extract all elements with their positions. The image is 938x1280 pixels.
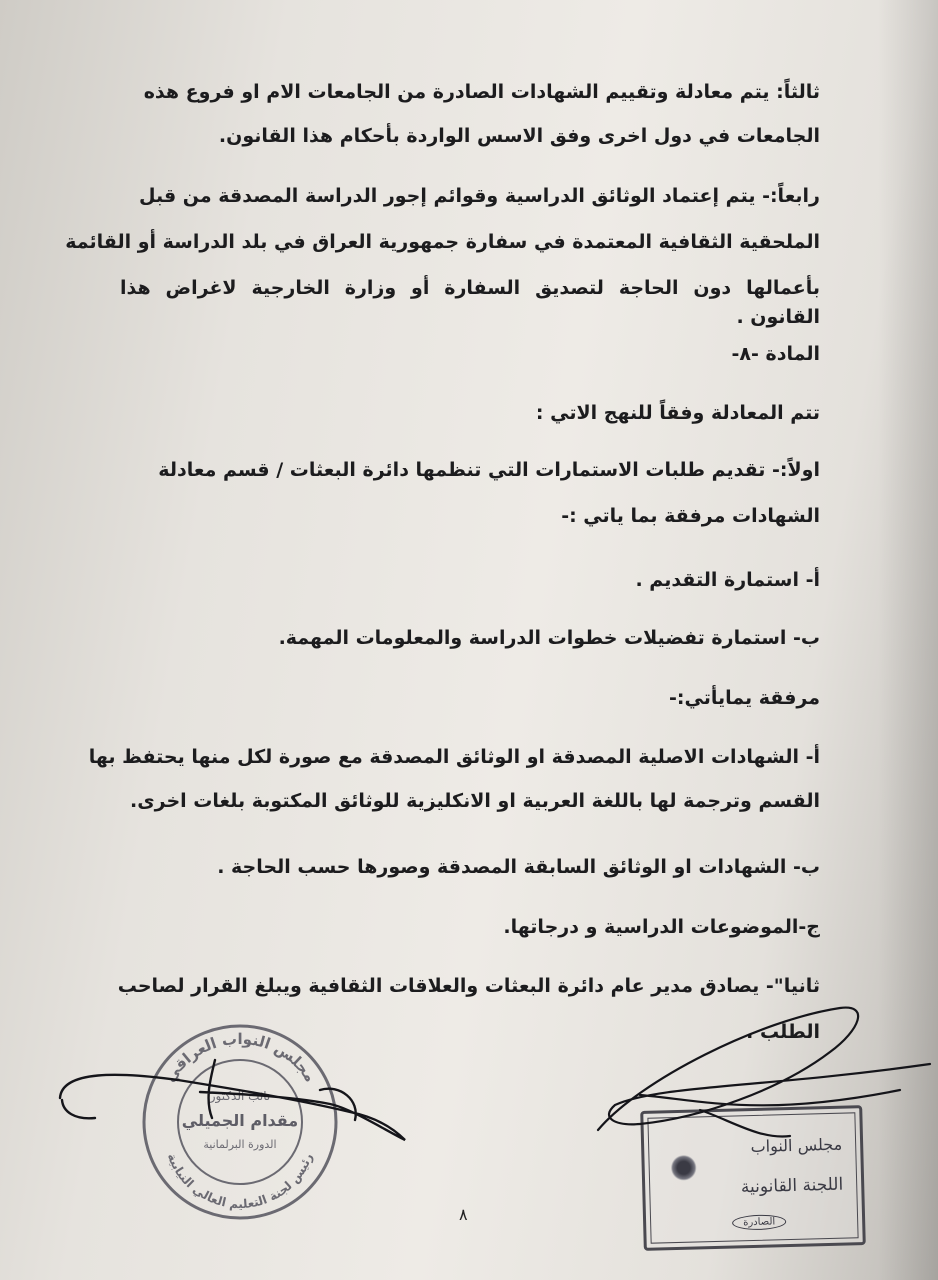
text-line: اولاً:- تقديم طلبات الاستمارات التي تنظمها دائرة البعثات / قسم معادلة — [158, 459, 820, 481]
legal-committee-stamp — [640, 1105, 866, 1251]
paragraph-rabian — [65, 182, 820, 332]
seal-center-line1: نائب الدكتور — [209, 1089, 271, 1103]
text-line: الملحقية الثقافية المعتمدة في سفارة جمهورية العراق في بلد الدراسة أو القائمة — [65, 231, 820, 253]
text-line: الشهادات مرفقة بما ياتي :- — [561, 505, 820, 527]
text-line: الجامعات في دول اخرى وفق الاسس الواردة بأحكام هذا القانون. — [218, 125, 820, 147]
page-edge-shadow — [878, 0, 938, 1280]
item-alif-1 — [120, 566, 820, 595]
text-line: الطلب . — [746, 1021, 820, 1043]
text-line: تتم المعادلة وفقاً للنهج الاتي : — [535, 402, 820, 424]
paragraph-thalithan — [120, 78, 820, 151]
article-number: المادة -٨- — [731, 343, 820, 365]
stamp-line3: الصادرة — [732, 1214, 786, 1230]
paragraph-intro — [120, 399, 820, 428]
text-line: بأعمالها دون الحاجة لتصديق السفارة أو وزارة الخارجية لاغراض هذا القانون . — [120, 277, 820, 328]
item-ba-1 — [120, 624, 820, 653]
text-line: ب- الشهادات او الوثائق السابقة المصدقة وصورها حسب الحاجة . — [217, 856, 820, 878]
parliament-committee-seal — [140, 1022, 340, 1222]
article-heading — [120, 340, 820, 369]
seal-center-line2: مقدام الجميلي — [181, 1111, 299, 1130]
seal-ring-text: مجلس النواب العراقي — [160, 1029, 320, 1086]
text-line: أ- الشهادات الاصلية المصدقة او الوثائق المصدقة مع صورة لكل منها يحتفظ بها — [88, 746, 820, 768]
text-line: ب- استمارة تفضيلات خطوات الدراسة والمعلومات المهمة. — [278, 627, 820, 649]
text-line: رابعاً:- يتم إعتماد الوثائق الدراسية وقوائم إجور الدراسة المصدقة من قبل — [139, 185, 820, 207]
page-number: ٨ — [459, 1205, 468, 1224]
paragraph-awwalan — [120, 456, 820, 531]
text-line: ثالثاً: يتم معادلة وتقييم الشهادات الصادرة من الجامعات الام او فروع هذه — [143, 81, 820, 103]
seal-ring-bottom-text: رئيس لجنة التعليم العالي النيابية — [164, 1151, 316, 1212]
item-jim — [120, 913, 820, 942]
text-line: مرفقة يمايأتي:- — [669, 687, 820, 709]
text-line: أ- استمارة التقديم . — [635, 569, 820, 591]
text-line: ج-الموضوعات الدراسية و درجاتها. — [503, 916, 820, 938]
item-alif-2 — [88, 743, 820, 816]
stamp-line1: مجلس النواب — [750, 1134, 843, 1157]
seal-center-line3: الدورة البرلمانية — [203, 1138, 277, 1151]
text-line: القسم وترجمة لها باللغة العربية او الانكليزية للوثائق المكتوبة بلغات اخرى. — [130, 790, 820, 812]
item-ba-2 — [120, 853, 820, 882]
svg-text:مجلس النواب العراقي — [161, 1030, 320, 1085]
subheading-attachments — [120, 684, 820, 713]
text-line: ثانيا"- يصادق مدير عام دائرة البعثات والعلاقات الثقافية ويبلغ القرار لصاحب — [117, 975, 820, 997]
stamp-line2: اللجنة القانونية — [740, 1174, 844, 1198]
